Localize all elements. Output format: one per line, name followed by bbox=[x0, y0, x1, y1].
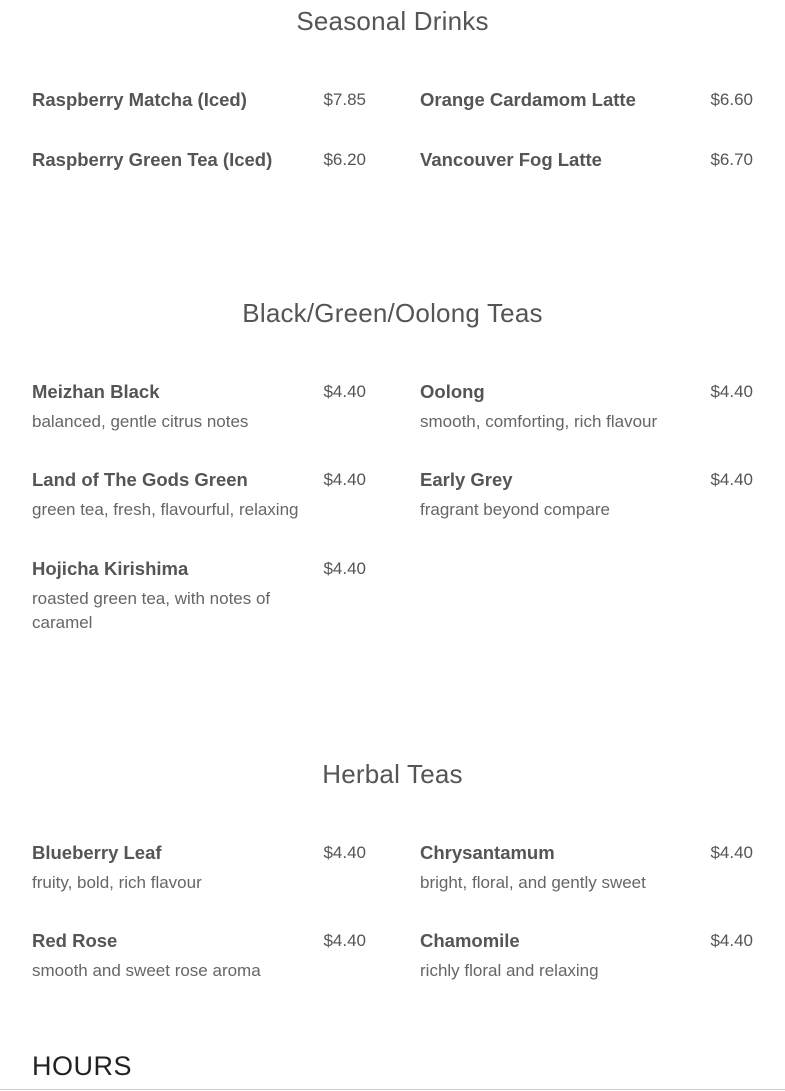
menu-item-name: Vancouver Fog Latte bbox=[420, 149, 602, 170]
menu-item-price: $4.40 bbox=[323, 559, 366, 578]
menu-item bbox=[420, 468, 753, 524]
menu-item-name: Blueberry Leaf bbox=[32, 842, 162, 863]
menu-item-description: roasted green tea, with notes of caramel bbox=[32, 589, 271, 632]
menu-item-description: fruity, bold, rich flavour bbox=[32, 873, 202, 892]
section-title-seasonal-drinks: Seasonal Drinks bbox=[296, 6, 489, 36]
menu-item bbox=[420, 88, 753, 112]
divider bbox=[0, 1089, 785, 1090]
menu-item-name: Oolong bbox=[420, 381, 485, 402]
menu-item bbox=[32, 88, 366, 112]
hours-heading: HOURS bbox=[32, 1051, 133, 1081]
menu-item-price: $6.70 bbox=[710, 150, 753, 169]
menu-item-description: fragrant beyond compare bbox=[420, 500, 610, 519]
menu-item-price: $4.40 bbox=[323, 382, 366, 401]
menu-item-price: $6.20 bbox=[323, 150, 366, 169]
menu-item-price: $4.40 bbox=[710, 931, 753, 950]
menu-item bbox=[32, 380, 366, 436]
menu-item-name: Chrysantamum bbox=[420, 842, 555, 863]
menu-item-price: $4.40 bbox=[710, 382, 753, 401]
menu-item-description: green tea, fresh, flavourful, relaxing bbox=[32, 500, 299, 519]
menu-item-price: $4.40 bbox=[710, 470, 753, 489]
menu-item-name: Orange Cardamom Latte bbox=[420, 89, 636, 110]
menu-item-description: bright, floral, and gently sweet bbox=[420, 873, 646, 892]
menu-item-name: Chamomile bbox=[420, 930, 520, 951]
menu-item-price: $4.40 bbox=[710, 843, 753, 862]
menu-item bbox=[32, 148, 366, 172]
menu-item bbox=[32, 468, 366, 524]
menu-item bbox=[420, 148, 753, 172]
menu-item bbox=[32, 557, 366, 637]
menu-item-price: $4.40 bbox=[323, 470, 366, 489]
menu-item-name: Raspberry Matcha (Iced) bbox=[32, 89, 247, 110]
menu-item-price: $4.40 bbox=[323, 931, 366, 950]
menu-item-description: smooth, comforting, rich flavour bbox=[420, 412, 658, 431]
menu-item bbox=[32, 929, 366, 985]
menu-item-description: smooth and sweet rose aroma bbox=[32, 961, 261, 980]
menu-item-name: Raspberry Green Tea (Iced) bbox=[32, 149, 273, 170]
menu-item-price: $6.60 bbox=[710, 90, 753, 109]
section-title-herbal-teas: Herbal Teas bbox=[322, 759, 463, 789]
menu-item-name: Hojicha Kirishima bbox=[32, 558, 189, 579]
menu-item-description: balanced, gentle citrus notes bbox=[32, 412, 249, 431]
menu-item bbox=[420, 929, 753, 985]
menu-item-price: $7.85 bbox=[323, 90, 366, 109]
menu-item bbox=[420, 380, 753, 436]
menu-item-price: $4.40 bbox=[323, 843, 366, 862]
menu-item bbox=[420, 841, 753, 897]
menu-item-name: Land of The Gods Green bbox=[32, 469, 248, 490]
section-title-black-green-oolong-teas: Black/Green/Oolong Teas bbox=[242, 298, 543, 328]
menu-item-description: richly floral and relaxing bbox=[420, 961, 599, 980]
menu-item-name: Early Grey bbox=[420, 469, 513, 490]
menu-item-name: Red Rose bbox=[32, 930, 118, 951]
menu-item-name: Meizhan Black bbox=[32, 381, 160, 402]
menu-item bbox=[32, 841, 366, 897]
